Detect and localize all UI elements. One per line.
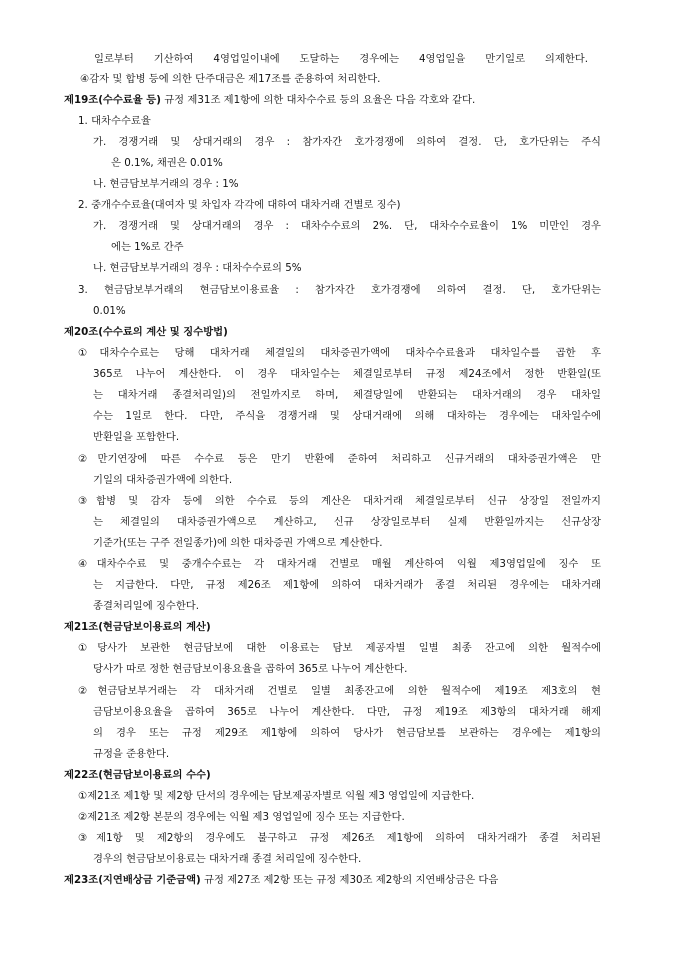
art20-p4-line-3: 종결처리일에 징수한다. bbox=[93, 600, 200, 612]
art21-p2-line-3: 의 경우 또는 규정 제29조 제1항에 의하여 당사가 현금담보를 보관하는 경우에는 제1항의 bbox=[93, 727, 601, 739]
art20-p2-line-2: 기일의 대차증권가액에 의한다. bbox=[93, 474, 233, 486]
art19-item-1a-line-2: 은 0.1%, 채권은 0.01% bbox=[111, 157, 223, 169]
art19-item-3-line-2: 0.01% bbox=[93, 305, 126, 317]
art19-item-2a-line-2: 에는 1%로 간주 bbox=[111, 241, 184, 253]
art20-p4-line-1: ④대차수수료 및 중개수수료는 각 대차거래 건별로 매월 계산하여 익월 제3영업일에 징수 또 bbox=[78, 558, 601, 570]
article-19-heading bbox=[64, 93, 594, 107]
prev-line-1: 일로부터 기산하여 4영업일이내에 도달하는 경우에는 4영업일을 만기일로 의제한다. bbox=[94, 53, 588, 65]
art19-item-1b: 나. 현금담보부거래의 경우 : 1% bbox=[93, 178, 239, 190]
article-23-title: 제23조(지연배상금 기준금액) bbox=[64, 874, 201, 886]
art19-item-3-line-1: 3. 현금담보부거래의 현금담보이용료율 : 참가자간 호가경쟁에 의하여 결정. 단, 호가단위는 bbox=[78, 284, 601, 296]
article-20-title: 제20조(수수료의 계산 및 징수방법) bbox=[64, 326, 228, 338]
article-23-lead: 규정 제27조 제2항 또는 규정 제30조 제2항의 지연배상금은 다음 bbox=[200, 874, 499, 886]
art21-p2-line-4: 규정을 준용한다. bbox=[93, 748, 170, 760]
art22-p3-line-1: ③제1항 및 제2항의 경우에도 불구하고 규정 제26조 제1항에 의하여 대차거래가 종결 처리된 bbox=[78, 832, 601, 844]
art20-p4-line-2: 는 지급한다. 다만, 규정 제26조 제1항에 의하여 대차거래가 종결 처리된 경우에는 대차거래 bbox=[93, 579, 601, 591]
art20-p1-line-3: 는 대차거래 종결처리일)의 전일까지로 하며, 체결당일에 반환되는 대차거래의 경우 대차일 bbox=[93, 389, 601, 401]
article-21-title: 제21조(현금담보이용료의 계산) bbox=[64, 621, 211, 633]
art19-item-2a-line-1: 가. 경쟁거래 및 상대거래의 경우 : 대차수수료의 2%. 단, 대차수수료율이 1% 미만인 경우 bbox=[93, 220, 601, 232]
art22-p1: ①제21조 제1항 및 제2항 단서의 경우에는 담보제공자별로 익월 제3 영업일에 지급한다. bbox=[78, 790, 475, 802]
article-23-heading bbox=[64, 873, 601, 887]
art20-p1-line-2: 365로 나누어 계산한다. 이 경우 대차일수는 체결일로부터 규정 제24조에서 정한 반환일(또 bbox=[93, 368, 601, 380]
article-22-title: 제22조(현금담보이용료의 수수) bbox=[64, 769, 211, 781]
art22-p3-line-2: 경우의 현금담보이용료는 대차거래 종결 처리일에 징수한다. bbox=[93, 853, 362, 865]
art19-item-1a-line-1: 가. 경쟁거래 및 상대거래의 경우 : 참가자간 호가경쟁에 의하여 결정. 단, 호가단위는 주식 bbox=[93, 136, 601, 148]
art20-p3-line-2: 는 체결일의 대차증권가액으로 계산하고, 신규 상장일로부터 실제 반환일까지는 신규상장 bbox=[93, 516, 601, 528]
art20-p3-line-3: 기준가(또는 구주 전일종가)에 의한 대차증권 가액으로 계산한다. bbox=[93, 537, 383, 549]
article-19-lead: 규정 제31조 제1항에 의한 대차수수료 등의 요율은 다음 각호와 같다. bbox=[160, 94, 476, 106]
art21-p1-line-1: ①당사가 보관한 현금담보에 대한 이용료는 담보 제공자별 일별 최종 잔고에 의한 월적수에 bbox=[78, 642, 601, 654]
prev-line-2: ④감자 및 합병 등에 의한 단주대금은 제17조를 준용하여 처리한다. bbox=[80, 73, 381, 85]
art20-p2-line-1: ②만기연장에 따른 수수료 등은 만기 반환에 준하여 처리하고 신규거래의 대차증권가액은 만 bbox=[78, 453, 601, 465]
art21-p2-line-1: ②현금담보부거래는 각 대차거래 건별로 일별 최종잔고에 의한 월적수에 제19조 제3호의 현 bbox=[78, 685, 601, 697]
art20-p3-line-1: ③합병 및 감자 등에 의한 수수료 등의 계산은 대차거래 체결일로부터 신규 상장일 전일까지 bbox=[78, 495, 601, 507]
art19-item-1: 1. 대차수수료율 bbox=[78, 115, 151, 127]
art19-item-2b: 나. 현금담보부거래의 경우 : 대차수수료의 5% bbox=[93, 262, 302, 274]
art20-p1-line-4: 수는 1일로 한다. 다만, 주식을 경쟁거래 및 상대거래에 의해 대차하는 경우에는 대차일수에 bbox=[93, 410, 601, 422]
art22-p2: ②제21조 제2항 본문의 경우에는 익월 제3 영업일에 징수 또는 지급한다. bbox=[78, 811, 405, 823]
art21-p1-line-2: 당사가 따로 정한 현금담보이용요율을 곱하여 365로 나누어 계산한다. bbox=[93, 663, 408, 675]
art20-p1-line-5: 반환일을 포함한다. bbox=[93, 431, 180, 443]
art20-p1-line-1: ①대차수수료는 당해 대차거래 체결일의 대차증권가액에 대차수수료율과 대차일수를 곱한 후 bbox=[78, 347, 601, 359]
art21-p2-line-2: 금담보이용요율을 곱하여 365로 나누어 계산한다. 다만, 규정 제19조 제3항의 대차거래 해제 bbox=[93, 706, 601, 718]
article-19-title: 제19조(수수료율 등) bbox=[64, 94, 161, 106]
art19-item-2: 2. 중개수수료율(대여자 및 차입자 각각에 대하여 대차거래 건별로 징수) bbox=[78, 199, 401, 211]
